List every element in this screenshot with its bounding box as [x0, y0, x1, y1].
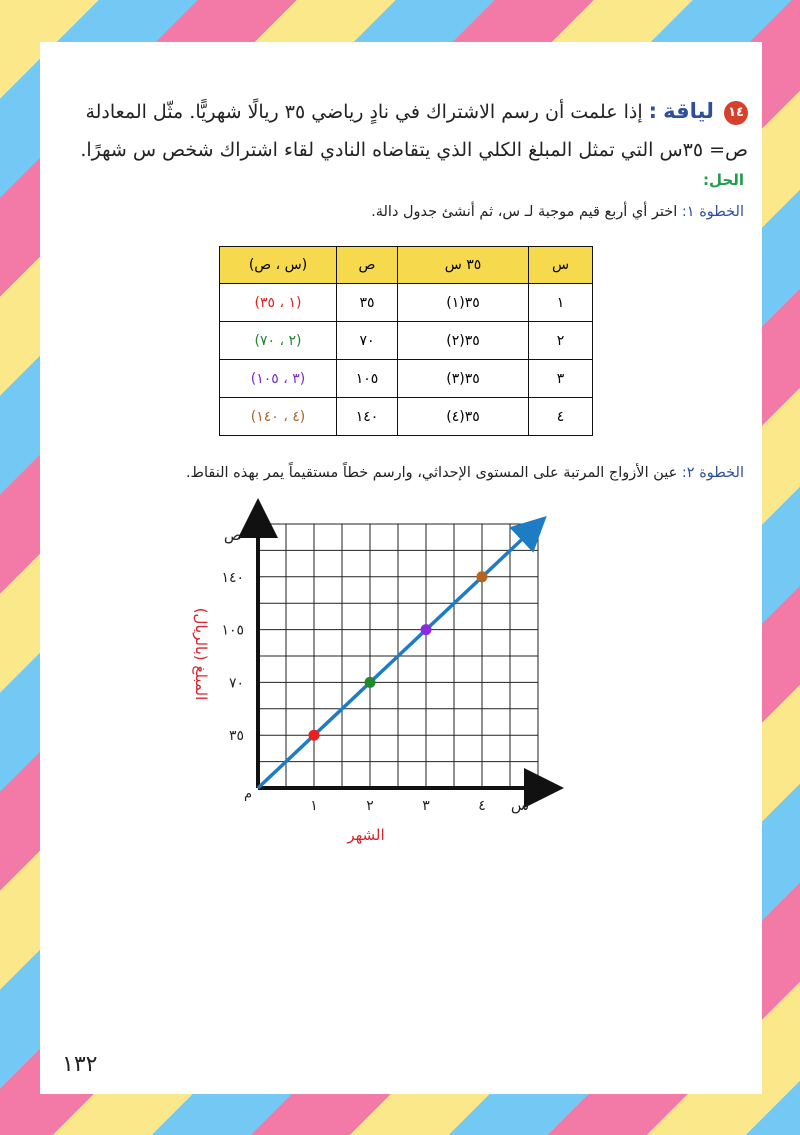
problem-text: إذا علمت أن رسم الاشتراك في نادٍ رياضي ٣٥ ريالًا شهريًّا. مثّل المعادلة ص= ٣٥س التي تمثل المبلغ الكلي الذي يتقاضاه النادي لقاء اشتراك شخص س شهرًا. [80, 101, 748, 161]
x-tick-label: ٢ [366, 798, 374, 814]
graph-line [258, 528, 534, 788]
table-cell-pair: (١ ، ٣٥) [220, 284, 337, 322]
table-header-cell: س [529, 247, 593, 284]
table-cell: ١ [529, 284, 593, 322]
x-tick-label: ٣ [422, 798, 430, 814]
table-cell: ٣ [529, 360, 593, 398]
table-cell: ٤ [529, 398, 593, 436]
origin-label: م [243, 787, 253, 802]
solution-label: الحل: [703, 171, 744, 189]
x-tick-label: ١ [310, 798, 318, 814]
table-cell: ٢ [529, 322, 593, 360]
step-2-label: الخطوة ٢: [681, 465, 744, 481]
table-cell: ١٤٠ [337, 398, 398, 436]
table-cell: ٣٥(٤) [398, 398, 529, 436]
table-header-cell: ٣٥ س [398, 247, 529, 284]
table-cell: ٧٠ [337, 322, 398, 360]
problem-keyword: لياقة [663, 99, 714, 123]
y-tick-label: ١٠٥ [221, 622, 244, 639]
data-point [477, 571, 488, 582]
table-header-cell: ص [337, 247, 398, 284]
y-axis-name: ص [223, 526, 242, 544]
table-cell: ٣٥ [337, 284, 398, 322]
step-1-text: اختر أي أربع قيم موجبة لـ س، ثم أنشئ جدول دالة. [371, 204, 678, 220]
problem-number-badge: ١٤ [724, 101, 748, 125]
table-cell: ٣٥(٢) [398, 322, 529, 360]
step-1-label: الخطوة ١: [681, 204, 744, 220]
x-axis-title: الشهر [347, 826, 385, 844]
problem-separator: : [648, 99, 658, 123]
y-tick-label: ٧٠ [228, 675, 244, 692]
data-point [309, 730, 320, 741]
page-number: ١٣٢ [62, 1052, 98, 1077]
y-tick-label: ١٤٠ [221, 569, 244, 586]
table-cell-pair: (٢ ، ٧٠) [220, 322, 337, 360]
y-axis-title: المبلغ (بالريال) [192, 607, 210, 701]
step-2-text: عين الأزواج المرتبة على المستوى الإحداثي، وارسم خطاً مستقيماً يمر بهذه النقاط. [185, 465, 678, 481]
data-point [365, 677, 376, 688]
table-cell: ٣٥(٣) [398, 360, 529, 398]
x-tick-label: ٤ [478, 798, 486, 814]
table-cell: ٣٥(١) [398, 284, 529, 322]
table-cell-pair: (٣ ، ١٠٥) [220, 360, 337, 398]
table-header-cell: (س ، ص) [220, 247, 337, 284]
x-axis-name: س [510, 796, 530, 814]
y-tick-label: ٣٥ [228, 728, 244, 745]
table-cell-pair: (٤ ، ١٤٠) [220, 398, 337, 436]
table-cell: ١٠٥ [337, 360, 398, 398]
data-point [421, 624, 432, 635]
